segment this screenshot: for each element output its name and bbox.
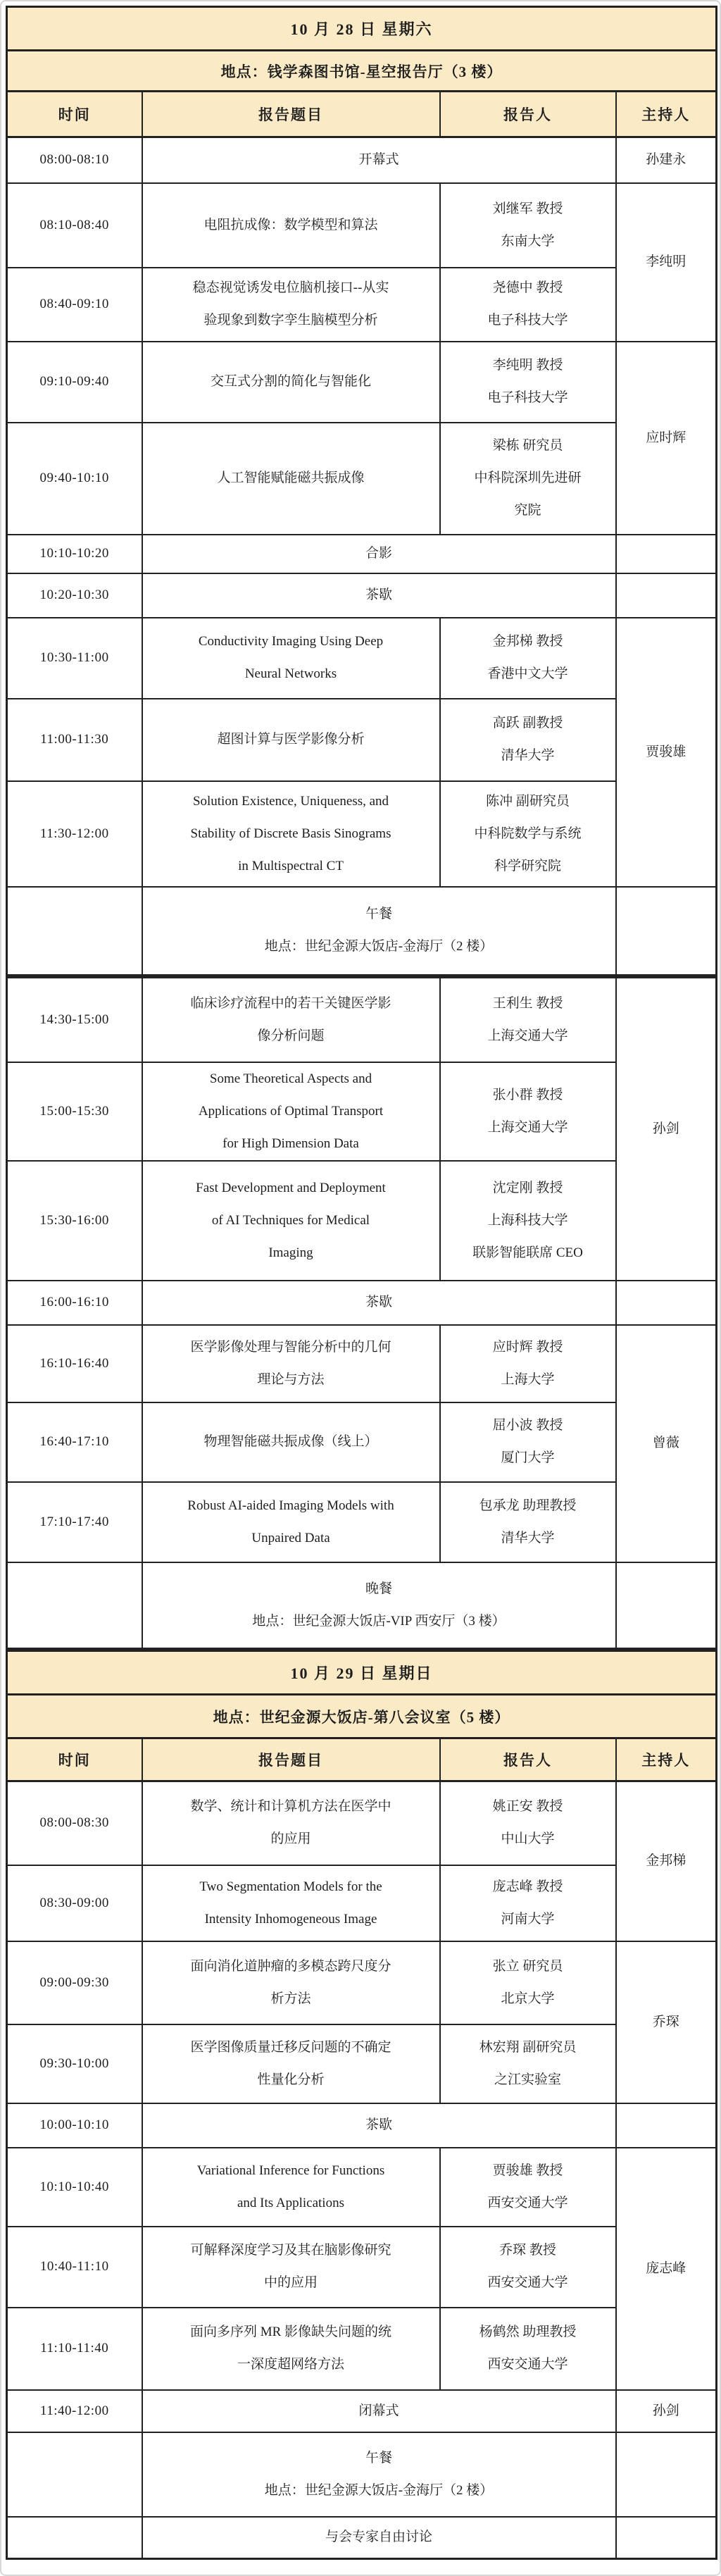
event-cell — [142, 2432, 616, 2517]
schedule-row — [7, 1062, 717, 1161]
col-header-title: 报告题目 — [142, 92, 440, 137]
time-cell — [7, 2024, 142, 2103]
talk-title-cell — [142, 2148, 440, 2227]
date-label: 10 月 29 日 星期日 — [7, 1651, 717, 1695]
event-cell — [142, 2517, 616, 2559]
event-cell — [142, 1562, 616, 1649]
schedule-row — [7, 781, 717, 887]
col-header-chair: 主持人 — [616, 1738, 717, 1781]
talk-title-cell — [142, 1865, 440, 1941]
talk-title-line: Two Segmentation Models for the — [199, 1879, 382, 1894]
time-cell — [7, 2148, 142, 2227]
talk-title-cell — [142, 1482, 440, 1562]
date-label: 10 月 28 日 星期六 — [7, 7, 717, 51]
event-line: 地点：世纪金源大饭店-VIP 西安厅（3 楼） — [252, 1613, 506, 1629]
speaker-line: 梁栋 研究员 — [492, 438, 563, 453]
talk-title-line: 中的应用 — [263, 2275, 318, 2290]
event-line: 午餐 — [365, 2450, 392, 2465]
talk-title-cell — [142, 978, 440, 1062]
chair-cell — [616, 1325, 717, 1562]
event-line: 地点：世纪金源大饭店-金海厅（2 楼） — [264, 939, 494, 954]
event-line: 合影 — [365, 546, 392, 561]
time-label: 16:10-16:40 — [39, 1355, 109, 1371]
talk-title-line: of AI Techniques for Medical — [211, 1212, 370, 1228]
chair-cell — [616, 1941, 717, 2103]
col-header-time: 时间 — [7, 1738, 142, 1781]
schedule-row — [7, 1865, 717, 1941]
schedule-row — [7, 618, 717, 699]
time-label: 08:40-09:10 — [39, 297, 109, 311]
speaker-cell — [440, 1402, 616, 1482]
event-cell — [142, 2390, 616, 2432]
location-label: 地点：世纪金源大饭店-第八会议室（5 楼） — [7, 1695, 717, 1738]
day2-body — [7, 1651, 717, 2559]
column-header-row — [7, 1738, 717, 1781]
chair-cell — [616, 342, 717, 535]
chair-name: 孙剑 — [652, 1121, 679, 1136]
schedule-row — [7, 573, 717, 618]
talk-title-line: Intensity Inhomogeneous Image — [204, 1911, 377, 1927]
schedule-row — [7, 1941, 717, 2024]
speaker-cell — [440, 1482, 616, 1562]
schedule-row — [7, 342, 717, 423]
schedule-row — [7, 2024, 717, 2103]
talk-title-cell — [142, 699, 440, 781]
talk-title-line: Stability of Discrete Basis Sinograms — [190, 826, 391, 841]
speaker-line: 张立 研究员 — [492, 1958, 563, 1974]
event-cell — [142, 573, 616, 618]
talk-title-cell — [142, 1402, 440, 1482]
speaker-cell — [440, 1941, 616, 2024]
time-label: 15:00-15:30 — [39, 1103, 109, 1119]
time-label: 11:00-11:30 — [40, 732, 109, 747]
talk-title-cell — [142, 1941, 440, 2024]
speaker-line: 应时辉 教授 — [492, 1339, 563, 1355]
time-cell — [7, 2517, 142, 2559]
speaker-line: 联影智能联席 CEO — [472, 1245, 583, 1260]
event-line: 晚餐 — [365, 1581, 392, 1596]
chair-cell — [616, 1281, 717, 1325]
talk-title-cell — [142, 183, 440, 268]
time-label: 10:40-11:10 — [39, 2259, 109, 2274]
schedule-row — [7, 1781, 717, 1865]
speaker-line: 之江实验室 — [494, 2072, 561, 2087]
talk-title-line: 数学、统计和计算机方法在医学中 — [190, 1799, 391, 1815]
time-cell — [7, 1062, 142, 1161]
speaker-line: 尧德中 教授 — [492, 280, 563, 295]
talk-title-line: 像分析问题 — [257, 1028, 325, 1043]
event-line: 茶歇 — [365, 2117, 392, 2132]
chair-name: 贾骏雄 — [646, 744, 686, 759]
speaker-line: 张小群 教授 — [492, 1087, 563, 1102]
time-label: 10:00-10:10 — [39, 2117, 109, 2132]
location-label: 地点：钱学森图书馆-星空报告厅（3 楼） — [7, 51, 717, 92]
chair-name: 乔琛 — [652, 2014, 679, 2029]
schedule-row — [7, 2517, 717, 2559]
column-header-row — [7, 92, 717, 137]
col-header-speaker: 报告人 — [440, 1738, 616, 1781]
speaker-line: 乔琛 教授 — [499, 2243, 556, 2258]
event-line: 茶歇 — [365, 1295, 392, 1309]
speaker-line: 河南大学 — [501, 1911, 555, 1927]
chair-cell — [616, 535, 717, 573]
time-cell — [7, 1482, 142, 1562]
speaker-line: 香港中文大学 — [487, 666, 568, 681]
talk-title-line: 电阻抗成像：数学模型和算法 — [203, 217, 378, 232]
schedule-row — [7, 137, 717, 183]
speaker-line: 西安交通大学 — [487, 2195, 568, 2210]
talk-title-line: 交互式分割的简化与智能化 — [210, 374, 371, 389]
time-cell — [7, 342, 142, 423]
chair-name: 应时辉 — [646, 430, 686, 445]
schedule-row — [7, 2432, 717, 2517]
talk-title-line: 医学影像处理与智能分析中的几何 — [190, 1339, 391, 1355]
speaker-cell — [440, 618, 616, 699]
event-line: 午餐 — [365, 907, 392, 922]
event-line: 地点：世纪金源大饭店-金海厅（2 楼） — [264, 2482, 494, 2498]
time-cell — [7, 1781, 142, 1865]
talk-title-cell — [142, 423, 440, 535]
time-label: 09:10-09:40 — [39, 374, 109, 389]
talk-title-line: in Multispectral CT — [238, 858, 344, 873]
schedule-row — [7, 1325, 717, 1402]
event-cell — [142, 535, 616, 573]
speaker-line: 上海大学 — [501, 1371, 555, 1387]
speaker-line: 中科院数学与系统 — [474, 826, 582, 841]
speaker-cell — [440, 699, 616, 781]
speaker-cell — [440, 2308, 616, 2390]
time-label: 08:00-08:30 — [39, 1815, 109, 1831]
schedule-row — [7, 887, 717, 976]
chair-cell — [616, 1562, 717, 1649]
schedule-row — [7, 2103, 717, 2148]
speaker-line: 上海交通大学 — [487, 1028, 568, 1043]
time-cell — [7, 978, 142, 1062]
speaker-line: 中科院深圳先进研 — [474, 471, 582, 485]
speaker-line: 西安交通大学 — [487, 2275, 568, 2290]
speaker-cell — [440, 1781, 616, 1865]
speaker-line: 金邦梯 教授 — [492, 634, 563, 649]
speaker-cell — [440, 423, 616, 535]
time-cell — [7, 1562, 142, 1649]
time-label: 11:10-11:40 — [40, 2341, 109, 2356]
event-line: 开幕式 — [358, 152, 399, 168]
date-header-row — [7, 1651, 717, 1695]
speaker-cell — [440, 1062, 616, 1161]
chair-cell — [616, 2103, 717, 2148]
location-row — [7, 51, 717, 92]
time-cell — [7, 2227, 142, 2308]
speaker-line: 厦门大学 — [501, 1450, 555, 1465]
talk-title-cell — [142, 2024, 440, 2103]
speaker-line: 上海交通大学 — [487, 1119, 568, 1135]
speaker-line: 沈定刚 教授 — [492, 1180, 563, 1195]
speaker-line: 北京大学 — [501, 1991, 555, 2006]
time-label: 17:10-17:40 — [39, 1514, 109, 1529]
chair-cell — [616, 887, 717, 976]
schedule-row — [7, 423, 717, 535]
time-cell — [7, 2103, 142, 2148]
speaker-line: 屈小波 教授 — [492, 1418, 563, 1433]
time-label: 11:40-12:00 — [39, 2403, 109, 2418]
talk-title-line: Some Theoretical Aspects and — [209, 1071, 372, 1086]
time-label: 09:40-10:10 — [39, 471, 109, 485]
time-label: 09:30-10:00 — [39, 2055, 109, 2071]
time-label: 10:10-10:20 — [39, 546, 109, 561]
schedule-row — [7, 1562, 717, 1649]
speaker-cell — [440, 183, 616, 268]
talk-title-line: 超图计算与医学影像分析 — [217, 732, 365, 747]
time-label: 09:00-09:30 — [39, 1974, 109, 1990]
schedule-row — [7, 1482, 717, 1562]
speaker-line: 刘继军 教授 — [492, 201, 563, 216]
schedule-row — [7, 1281, 717, 1325]
talk-title-cell — [142, 781, 440, 887]
time-cell — [7, 1402, 142, 1482]
speaker-cell — [440, 781, 616, 887]
speaker-cell — [440, 268, 616, 342]
speaker-line: 西安交通大学 — [487, 2357, 568, 2372]
schedule-row — [7, 268, 717, 342]
time-cell — [7, 887, 142, 976]
speaker-line: 陈冲 副研究员 — [486, 793, 570, 809]
location-row — [7, 1695, 717, 1738]
col-header-speaker: 报告人 — [440, 92, 616, 137]
chair-name: 孙剑 — [652, 2403, 679, 2418]
speaker-cell — [440, 1325, 616, 1402]
talk-title-line: 人工智能赋能磁共振成像 — [217, 471, 365, 485]
event-line: 茶歇 — [365, 587, 392, 602]
schedule-row — [7, 699, 717, 781]
schedule-row — [7, 1161, 717, 1281]
chair-cell — [616, 137, 717, 183]
speaker-line: 高跃 副教授 — [492, 716, 563, 730]
schedule-row — [7, 183, 717, 268]
schedule-row — [7, 2148, 717, 2227]
talk-title-line: Conductivity Imaging Using Deep — [198, 634, 384, 649]
speaker-line: 电子科技大学 — [487, 390, 568, 405]
time-cell — [7, 1865, 142, 1941]
talk-title-cell — [142, 2227, 440, 2308]
speaker-line: 东南大学 — [501, 233, 555, 249]
speaker-line: 王利生 教授 — [492, 995, 563, 1011]
speaker-line: 清华大学 — [501, 1530, 555, 1545]
time-label: 11:30-12:00 — [39, 826, 109, 841]
speaker-line: 姚正安 教授 — [492, 1799, 563, 1815]
speaker-line: 杨鹤然 助理教授 — [479, 2325, 577, 2339]
speaker-line: 科学研究院 — [494, 858, 561, 873]
talk-title-line: 临床诊疗流程中的若干关键医学影 — [190, 995, 391, 1011]
chair-cell — [616, 2517, 717, 2559]
speaker-line: 上海科技大学 — [487, 1212, 568, 1228]
time-cell — [7, 423, 142, 535]
talk-title-line: 一深度超网络方法 — [237, 2357, 344, 2372]
talk-title-line: 医学图像质量迁移反问题的不确定 — [190, 2039, 391, 2055]
time-cell — [7, 618, 142, 699]
talk-title-cell — [142, 342, 440, 423]
time-label: 10:20-10:30 — [39, 587, 109, 602]
chair-name: 李纯明 — [646, 254, 686, 269]
time-cell — [7, 781, 142, 887]
speaker-cell — [440, 1865, 616, 1941]
chair-cell — [616, 978, 717, 1281]
time-label: 08:10-08:40 — [39, 217, 109, 232]
time-label: 10:10-10:40 — [39, 2179, 109, 2194]
col-header-chair: 主持人 — [616, 92, 717, 137]
speaker-line: 电子科技大学 — [487, 313, 568, 328]
talk-title-line: Applications of Optimal Transport — [198, 1103, 384, 1119]
speaker-line: 庞志峰 教授 — [492, 1879, 563, 1894]
schedule-row — [7, 535, 717, 573]
time-label: 14:30-15:00 — [39, 1012, 109, 1027]
event-line: 与会专家自由讨论 — [325, 2530, 432, 2545]
speaker-line: 贾骏雄 教授 — [492, 2163, 563, 2178]
col-header-time: 时间 — [7, 92, 142, 137]
time-cell — [7, 1161, 142, 1281]
talk-title-cell — [142, 268, 440, 342]
time-label: 16:40-17:10 — [39, 1434, 109, 1449]
time-label: 10:30-11:00 — [39, 650, 109, 665]
time-label: 08:30-09:00 — [39, 1895, 109, 1910]
talk-title-line: 面向消化道肿瘤的多模态跨尺度分 — [190, 1958, 391, 1974]
talk-title-cell — [142, 618, 440, 699]
talk-title-line: for High Dimension Data — [222, 1135, 359, 1151]
speaker-line: 清华大学 — [501, 748, 555, 763]
speaker-cell — [440, 2148, 616, 2227]
chair-name: 庞志峰 — [646, 2260, 686, 2276]
time-cell — [7, 699, 142, 781]
speaker-cell — [440, 1161, 616, 1281]
talk-title-line: 可解释深度学习及其在脑影像研究 — [190, 2243, 391, 2258]
chair-cell — [616, 1781, 717, 1941]
chair-cell — [616, 2432, 717, 2517]
talk-title-line: Neural Networks — [244, 666, 337, 681]
talk-title-cell — [142, 1325, 440, 1402]
chair-cell — [616, 573, 717, 618]
event-cell — [142, 2103, 616, 2148]
day1-morning-body — [7, 7, 717, 976]
talk-title-cell — [142, 2308, 440, 2390]
talk-title-line: 物理智能磁共振成像（线上） — [203, 1434, 378, 1449]
chair-cell — [616, 618, 717, 887]
event-line: 闭幕式 — [358, 2403, 399, 2418]
chair-name: 孙建永 — [646, 152, 686, 168]
time-cell — [7, 137, 142, 183]
talk-title-line: 稳态视觉诱发电位脑机接口--从实 — [192, 280, 389, 295]
talk-title-line: 性量化分析 — [257, 2072, 325, 2087]
talk-title-line: 理论与方法 — [257, 1371, 325, 1387]
time-label: 16:00-16:10 — [39, 1295, 109, 1309]
time-cell — [7, 535, 142, 573]
time-label: 15:30-16:00 — [39, 1212, 109, 1228]
schedule-row — [7, 2227, 717, 2308]
talk-title-line: Robust AI-aided Imaging Models with — [187, 1498, 394, 1513]
time-cell — [7, 2308, 142, 2390]
talk-title-line: 面向多序列 MR 影像缺失问题的统 — [189, 2325, 392, 2339]
speaker-cell — [440, 2227, 616, 2308]
talk-title-line: Solution Existence, Uniqueness, and — [192, 793, 389, 809]
chair-cell — [616, 2148, 717, 2390]
talk-title-line: Imaging — [268, 1245, 313, 1260]
chair-name: 金邦梯 — [646, 1853, 686, 1869]
schedule-table-day1-afternoon — [6, 976, 717, 1650]
time-cell — [7, 1281, 142, 1325]
time-cell — [7, 1941, 142, 2024]
talk-title-line: Fast Development and Deployment — [196, 1180, 386, 1195]
speaker-line: 李纯明 教授 — [492, 358, 563, 373]
chair-cell — [616, 2390, 717, 2432]
schedule-row — [7, 2308, 717, 2390]
schedule-table-day2 — [6, 1650, 717, 2560]
time-cell — [7, 1325, 142, 1402]
schedule-row — [7, 978, 717, 1062]
chair-cell — [616, 183, 717, 342]
event-cell — [142, 887, 616, 976]
col-header-title: 报告题目 — [142, 1738, 440, 1781]
day1-afternoon-body — [7, 978, 717, 1649]
schedule-table-day1-morning — [6, 6, 717, 976]
chair-name: 曾薇 — [652, 1436, 679, 1450]
speaker-cell — [440, 342, 616, 423]
time-cell — [7, 183, 142, 268]
time-label: 08:00-08:10 — [39, 152, 109, 168]
talk-title-line: Unpaired Data — [251, 1530, 330, 1545]
speaker-line: 究院 — [514, 503, 541, 518]
time-cell — [7, 268, 142, 342]
talk-title-cell — [142, 1062, 440, 1161]
speaker-cell — [440, 2024, 616, 2103]
time-cell — [7, 2432, 142, 2517]
talk-title-cell — [142, 1161, 440, 1281]
time-cell — [7, 2390, 142, 2432]
talk-title-line: 析方法 — [270, 1991, 311, 2006]
speaker-line: 中山大学 — [501, 1831, 555, 1847]
speaker-cell — [440, 978, 616, 1062]
event-cell — [142, 137, 616, 183]
talk-title-line: Variational Inference for Functions — [196, 2163, 385, 2178]
talk-title-line: 验现象到数字孪生脑模型分析 — [203, 313, 378, 328]
speaker-line: 林宏翔 副研究员 — [479, 2039, 577, 2055]
speaker-line: 包承龙 助理教授 — [479, 1498, 577, 1513]
date-header-row — [7, 7, 717, 51]
schedule-row — [7, 1402, 717, 1482]
event-cell — [142, 1281, 616, 1325]
schedule-row — [7, 2390, 717, 2432]
time-cell — [7, 573, 142, 618]
talk-title-line: and Its Applications — [237, 2195, 344, 2210]
talk-title-line: 的应用 — [270, 1831, 311, 1847]
talk-title-cell — [142, 1781, 440, 1865]
